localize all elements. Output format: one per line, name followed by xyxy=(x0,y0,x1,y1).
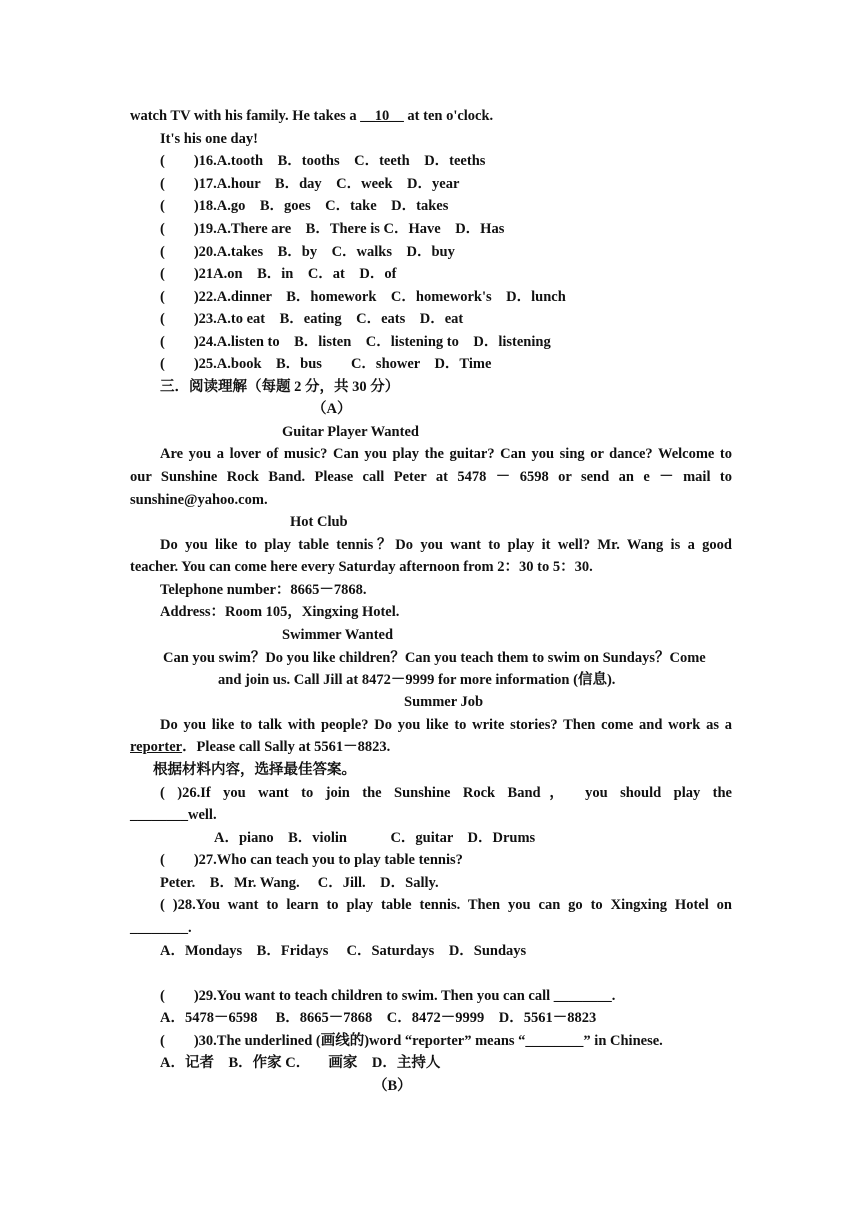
cloze-tail-text-2: at ten o'clock. xyxy=(403,108,494,124)
ad4-title: Summer Job xyxy=(404,694,484,710)
cloze-question-18: ( )18.A.go B．goes C．take D．takes xyxy=(160,198,449,214)
q29: ( )29.You want to teach children to swim. Then you can call ________. xyxy=(160,988,616,1004)
q26-line-2: ________well. xyxy=(130,807,217,823)
q28-options: A．Mondays B．Fridays C．Saturdays D．Sundays xyxy=(160,943,527,959)
cloze-question-23: ( )23.A.to eat B．eating C．eats D．eat xyxy=(160,311,464,327)
ad2-title: Hot Club xyxy=(290,514,348,530)
instruction: 根据材料内容，选择最佳答案。 xyxy=(153,762,356,778)
ad1-line-1: Are you a lover of music? Can you play the guitar? Can you sing or dance? Welcome to xyxy=(160,446,732,462)
section-heading: 三．阅读理解（每题 2 分，共 30 分） xyxy=(160,379,400,395)
cloze-question-16: ( )16.A.tooth B．tooths C．teeth D．teeths xyxy=(160,153,486,169)
cloze-question-24: ( )24.A.listen to B．listen C．listening to D．listening xyxy=(160,334,551,350)
ad1-line-3: sunshine@yahoo.com. xyxy=(130,492,268,508)
ad4-line-2 xyxy=(130,737,390,757)
q26-options: A．piano B．violin C．guitar D．Drums xyxy=(214,830,536,846)
cloze-question-25: ( )25.A.book B．bus C．shower D．Time xyxy=(160,356,492,372)
cloze-tail-line xyxy=(130,106,493,126)
ad2-phone: Telephone number：8665－7868. xyxy=(160,582,367,598)
ad1-line-2: our Sunshine Rock Band. Please call Peter at 5478 － 6598 or send an e － mail to xyxy=(130,469,732,485)
cloze-end-line: It's his one day! xyxy=(160,131,258,147)
cloze-tail-text: watch TV with his family. He takes a xyxy=(130,108,361,124)
ad3-line-1: Can you swim？Do you like children？Can you teach them to swim on Sundays？Come xyxy=(163,650,706,666)
cloze-question-19: ( )19.A.There are B．There is C．Have D．Has xyxy=(160,221,505,237)
cloze-question-17: ( )17.A.hour B．day C．week D．year xyxy=(160,176,460,192)
q28-line-1: ( )28.You want to learn to play table tennis. Then you can go to Xingxing Hotel on xyxy=(160,897,732,913)
blank-10: __10__ xyxy=(360,108,404,124)
q27: ( )27.Who can teach you to play table tennis? xyxy=(160,852,463,868)
q27-options: Peter. B．Mr. Wang. C．Jill. D．Sally. xyxy=(160,875,439,891)
q29-options: A．5478－6598 B．8665－7868 C．8472－9999 D．5561－8823 xyxy=(160,1010,597,1026)
q30: ( )30.The underlined (画线的)word “reporter” means “________” in Chinese. xyxy=(160,1033,663,1049)
ad1-title: Guitar Player Wanted xyxy=(282,424,419,440)
ad3-title: Swimmer Wanted xyxy=(282,627,394,643)
q26-line-1: ( )26.If you want to join the Sunshine Rock Band， you should play the xyxy=(160,785,732,801)
ad4-line-2-rest: ．Please call Sally at 5561－8823. xyxy=(182,739,391,755)
ad2-line-1: Do you like to play table tennis？Do you want to play it well? Mr. Wang is a good xyxy=(160,537,732,553)
ad2-line-2: teacher. You can come here every Saturday afternoon from 2：30 to 5：30. xyxy=(130,559,593,575)
part-a-label: （A） xyxy=(312,401,352,417)
ad3-line-2: and join us. Call Jill at 8472－9999 for more information (信息). xyxy=(218,672,616,688)
q30-options: A．记者 B．作家 C． 画家 D．主持人 xyxy=(160,1055,441,1071)
cloze-question-21: ( )21A.on B．in C．at D．of xyxy=(160,266,397,282)
ad4-line-1: Do you like to talk with people? Do you like to write stories? Then come and work as a xyxy=(160,717,732,733)
cloze-question-22: ( )22.A.dinner B．homework C．homework's D．lunch xyxy=(160,289,566,305)
q28-line-2: ________. xyxy=(130,920,192,936)
part-b-label: （B） xyxy=(373,1078,412,1094)
ad2-address: Address：Room 105，Xingxing Hotel. xyxy=(160,604,400,620)
cloze-question-20: ( )20.A.takes B．by C．walks D．buy xyxy=(160,244,455,260)
reporter-underlined-word: reporter xyxy=(130,739,183,755)
